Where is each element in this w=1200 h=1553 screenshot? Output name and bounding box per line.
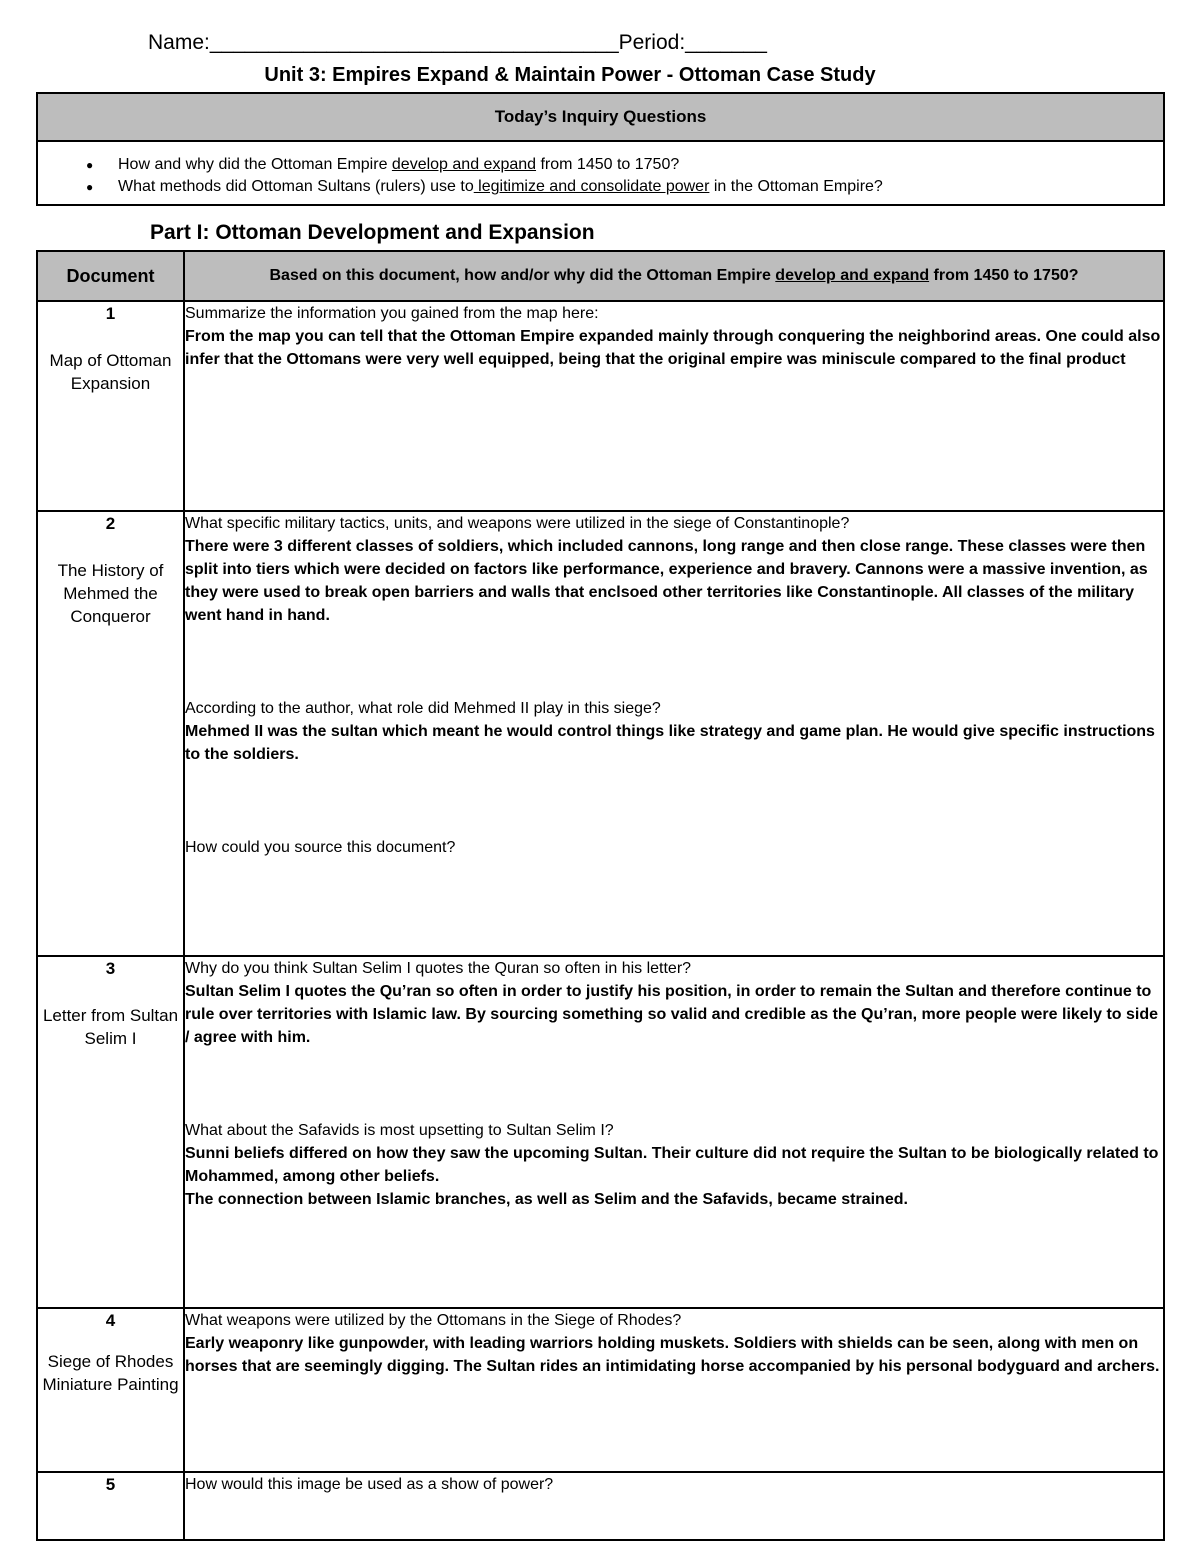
unit-title: Unit 3: Empires Expand & Maintain Power - Ottoman Case Study [264, 64, 876, 86]
answer-text[interactable]: The connection between Islamic branches, as well as Selim and the Safavids, became strained. [185, 1191, 908, 1208]
document-title: Siege of Rhodes Miniature Painting [42, 1352, 179, 1394]
answer-cell[interactable] [184, 511, 1164, 956]
question-text: What about the Safavids is most upsetting to Sultan Selim I? [185, 1122, 614, 1139]
inquiry-heading: Today’s Inquiry Questions [38, 94, 1163, 142]
answer-text[interactable]: There were 3 different classes of soldiers, which included cannons, long range and then close range. These classes were then split into tiers which were decided on factors like performance, experience and bravery. Cannons were a massive invention, as they were used to break open barriers and walls that enclsoed other territories like Constantinople. All classes of the military went hand in hand. [185, 538, 1148, 624]
inquiry-question-2: ● What methods did Ottoman Sultans (rulers) use to legitimize and consolidate power in the Ottoman Empire? [38, 176, 1163, 198]
inquiry-question-1: ● How and why did the Ottoman Empire develop and expand from 1450 to 1750? [38, 154, 1163, 176]
table-row [37, 1472, 1164, 1540]
answer-cell[interactable] [184, 956, 1164, 1308]
question-text: What weapons were utilized by the Ottomans in the Siege of Rhodes? [185, 1312, 682, 1329]
document-number: 3 [105, 959, 116, 978]
document-number: 5 [105, 1475, 116, 1494]
document-table [36, 250, 1165, 1541]
document-number: 2 [105, 514, 116, 533]
answer-text[interactable]: Mehmed II was the sultan which meant he would control things like strategy and game plan. He would give specific instructions to the soldiers. [185, 723, 1155, 763]
question-text: How could you source this document? [185, 839, 456, 856]
table-row [37, 511, 1164, 956]
document-number: 4 [105, 1311, 116, 1330]
document-title: The History of Mehmed the Conqueror [57, 561, 164, 626]
column-header-document: Document [37, 251, 184, 301]
answer-cell[interactable] [184, 301, 1164, 511]
question-text: How would this image be used as a show of power? [185, 1476, 554, 1493]
name-period-line: Name:___________________________________Period:_______ [148, 31, 767, 54]
document-cell [37, 1472, 184, 1540]
table-row [37, 1308, 1164, 1472]
part-1-title: Part I: Ottoman Development and Expansion [150, 221, 595, 244]
answer-text[interactable]: Sultan Selim I quotes the Qu’ran so often in order to justify his position, in order to remain the Sultan and therefore continue to rule over territories with Islamic law. By sourcing something so valid and credible as the Qu’ran, more people were likely to side / agree with him. [185, 983, 1159, 1046]
document-title: Map of Ottoman Expansion [49, 351, 172, 393]
document-cell [37, 1308, 184, 1472]
inquiry-list [38, 142, 1163, 198]
document-number: 1 [105, 304, 116, 323]
document-title: Letter from Sultan Selim I [42, 1006, 179, 1048]
answer-text[interactable]: From the map you can tell that the Ottoman Empire expanded mainly through conquering the neighborind areas. One could also infer that the Ottomans were very well equipped, being that the original empire was miniscule compared to the final product [185, 328, 1161, 368]
answer-text[interactable]: Sunni beliefs differed on how they saw the upcoming Sultan. Their culture did not require the Sultan to be biologically related to Mohammed, among other beliefs. [185, 1145, 1159, 1185]
document-cell [37, 956, 184, 1308]
question-text: Summarize the information you gained from the map here: [185, 305, 599, 322]
answer-cell[interactable] [184, 1308, 1164, 1472]
document-cell [37, 301, 184, 511]
bullet-icon: ● [86, 158, 94, 172]
answer-cell[interactable] [184, 1472, 1164, 1540]
question-text: What specific military tactics, units, and weapons were utilized in the siege of Constantinople? [185, 515, 850, 532]
question-text: According to the author, what role did Mehmed II play in this siege? [185, 700, 661, 717]
answer-text[interactable]: Early weaponry like gunpowder, with leading warriors holding muskets. Soldiers with shields can be seen, along with men on horses that are seemingly digging. The Sultan rides an intimidating horse accompanied by his personal bodyguard and archers. [185, 1335, 1160, 1375]
column-header-question: Based on this document, how and/or why did the Ottoman Empire develop and expand from 1450 to 1750? [184, 251, 1164, 301]
question-text: Why do you think Sultan Selim I quotes the Quran so often in his letter? [185, 960, 692, 977]
document-cell [37, 511, 184, 956]
table-row [37, 301, 1164, 511]
table-header-row [37, 251, 1164, 301]
inquiry-questions-box [36, 92, 1165, 206]
bullet-icon: ● [86, 180, 94, 194]
table-row [37, 956, 1164, 1308]
